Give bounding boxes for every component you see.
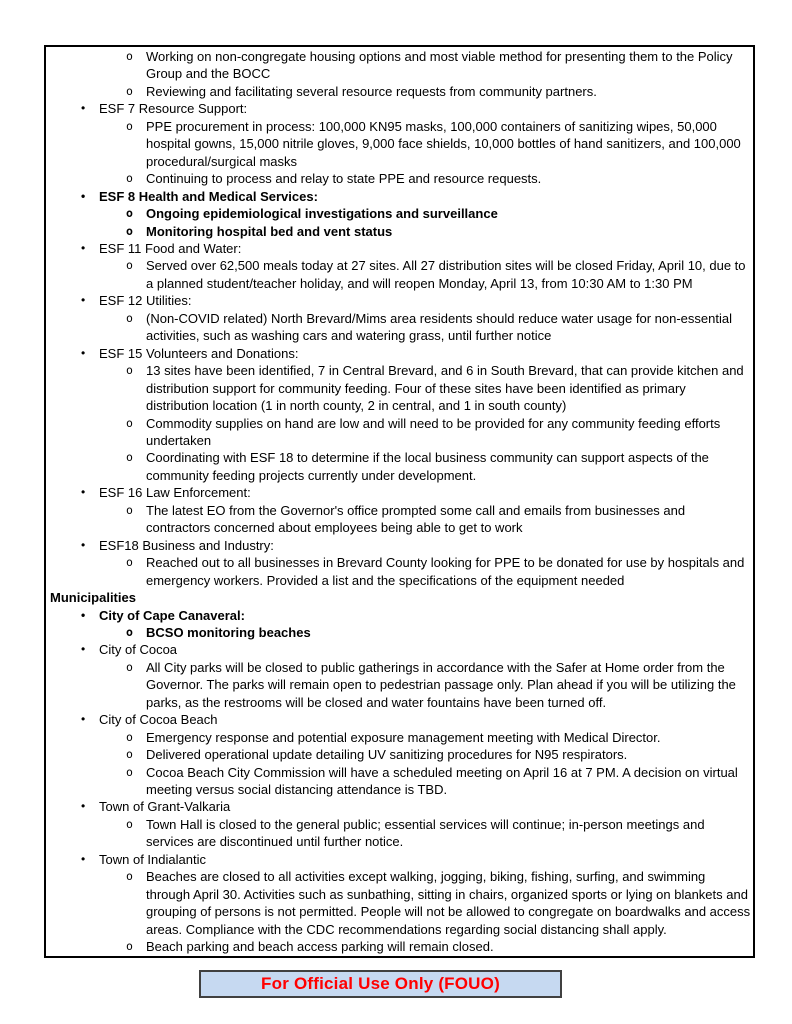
- bullet-circle-icon: o: [126, 49, 133, 63]
- list-item: [50, 170, 751, 187]
- list-item-text: City of Cocoa: [99, 642, 178, 658]
- list-item: [50, 798, 751, 815]
- list-item-text: Delivered operational update detailing UV sanitizing procedures for N95 respirators.: [146, 747, 628, 763]
- list-item-text: ESF 16 Law Enforcement:: [99, 485, 251, 501]
- situation-report-content-box: [44, 45, 755, 958]
- list-item: [50, 100, 751, 117]
- list-item-text: Continuing to process and relay to state PPE and resource requests.: [146, 171, 542, 187]
- list-item: [50, 659, 751, 711]
- list-item-text: All City parks will be closed to public gatherings in accordance with the Safer at Home order from the Governor. The parks will remain open to pedestrian passage only. Plan ahead if you will be utilizing the parks, as the restrooms will be closed and water fountains have been turned off.: [146, 659, 736, 710]
- list-item-text: BCSO monitoring beaches: [146, 624, 311, 640]
- bullet-dot-icon: •: [81, 642, 86, 657]
- list-item-text: ESF 8 Health and Medical Services:: [99, 188, 318, 204]
- list-item: [50, 816, 751, 851]
- bullet-circle-icon: o: [126, 816, 133, 831]
- bullet-circle-icon: o: [126, 450, 133, 465]
- list-item-text: 13 sites have been identified, 7 in Central Brevard, and 6 in South Brevard, that can provide kitchen and distribution support for community feeding. Four of these sites have been identified as primary distribution location (1 in north county, 2 in central, and 1 in south county): [146, 363, 744, 414]
- list-item: [50, 484, 751, 501]
- list-item: [50, 764, 751, 799]
- list-item: [50, 118, 751, 170]
- list-item-text: Reviewing and facilitating several resource requests from community partners.: [146, 83, 597, 99]
- bullet-circle-icon: o: [126, 764, 133, 779]
- list-item-text: Town of Grant-Valkaria: [99, 799, 231, 815]
- list-item: [50, 188, 751, 205]
- list-item-text: Emergency response and potential exposure management meeting with Medical Director.: [146, 729, 661, 745]
- list-item: [50, 48, 751, 83]
- fouo-label: For Official Use Only (FOUO): [261, 974, 500, 993]
- list-item-text: Municipalities: [50, 590, 136, 606]
- list-item: [50, 746, 751, 763]
- bullet-circle-icon: o: [126, 310, 133, 325]
- list-item: [50, 868, 751, 938]
- bullet-dot-icon: •: [81, 188, 86, 203]
- bullet-circle-icon: o: [126, 223, 133, 238]
- list-item-text: Commodity supplies on hand are low and will need to be provided for any community feeding efforts undertaken: [146, 415, 721, 448]
- list-item: [50, 310, 751, 345]
- bullet-dot-icon: •: [81, 345, 86, 360]
- fouo-banner: [199, 970, 562, 998]
- list-item: [50, 938, 751, 955]
- list-item-text: ESF 7 Resource Support:: [99, 101, 248, 117]
- bullet-circle-icon: o: [126, 118, 133, 133]
- list-item: [50, 83, 751, 100]
- list-item: [50, 345, 751, 362]
- list-item-text: Cocoa Beach City Commission will have a scheduled meeting on April 16 at 7 PM. A decision on virtual meeting versus social distancing attendance is TBD.: [146, 764, 738, 798]
- list-item-text: ESF 12 Utilities:: [99, 293, 192, 309]
- bullet-circle-icon: o: [126, 415, 133, 430]
- list-item-text: Working on non-congregate housing options and most viable method for presenting them to the Policy Group and the BOCC: [146, 49, 733, 82]
- list-item-text: Coordinating with ESF 18 to determine if the local business community can support aspects of the community feeding projects currently under development.: [146, 450, 709, 483]
- list-item-text: City of Cape Canaveral:: [99, 607, 245, 623]
- list-item-text: ESF18 Business and Industry:: [99, 537, 274, 553]
- list-item: [50, 502, 751, 537]
- list-item: [50, 257, 751, 292]
- bullet-dot-icon: •: [81, 851, 86, 866]
- bullet-dot-icon: •: [81, 537, 86, 552]
- bullet-circle-icon: o: [126, 624, 133, 639]
- list-item-text: Reached out to all businesses in Brevard County looking for PPE to be donated for use by hospitals and emergency workers. Provided a list and the specifications of the equipment needed: [146, 555, 745, 588]
- list-item-text: Beach parking and beach access parking will remain closed.: [146, 939, 494, 955]
- bullet-circle-icon: o: [126, 83, 133, 98]
- list-item: [50, 449, 751, 484]
- bullet-circle-icon: o: [126, 659, 133, 674]
- list-item: [50, 362, 751, 414]
- list-item: [50, 624, 751, 641]
- bullet-circle-icon: o: [126, 729, 133, 744]
- bullet-dot-icon: •: [81, 293, 86, 308]
- list-item-text: Town of Indialantic: [99, 851, 206, 867]
- bullet-circle-icon: o: [126, 939, 133, 954]
- list-item-text: Ongoing epidemiological investigations and surveillance: [146, 206, 498, 222]
- list-item: [50, 205, 751, 222]
- list-item-text: (Non-COVID related) North Brevard/Mims area residents should reduce water usage for non-essential activities, such as washing cars and watering grass, until further notice: [146, 310, 732, 344]
- list-item: [50, 415, 751, 450]
- bullet-circle-icon: o: [126, 258, 133, 273]
- bullet-dot-icon: •: [81, 240, 86, 255]
- list-item-text: Served over 62,500 meals today at 27 sites. All 27 distribution sites will be closed Friday, April 10, due to a planned student/teacher holiday, and will reopen Monday, April 13, from 10:30 AM to 1:30 PM: [146, 258, 746, 291]
- list-item: [50, 537, 751, 554]
- list-item-text: ESF 15 Volunteers and Donations:: [99, 345, 299, 361]
- bullet-dot-icon: •: [81, 712, 86, 727]
- bullet-dot-icon: •: [81, 799, 86, 814]
- bullet-dot-icon: •: [81, 607, 86, 622]
- bullet-circle-icon: o: [126, 747, 133, 762]
- list-item: [50, 711, 751, 728]
- list-item-text: Beaches are closed to all activities except walking, jogging, biking, fishing, surfing, and swimming through April 30. Activities such as sunbathing, sitting in chairs, organized sports or lying on blankets and grouping of persons is not permitted. People will not be allowed to congregate on boardwalks and access areas. Compliance with the CDC recommendations regarding social distancing shall apply.: [146, 869, 751, 937]
- list-item-text: Town Hall is closed to the general public; essential services will continue; in-person meetings and services are discontinued until further notice.: [146, 816, 705, 850]
- list-item: [50, 641, 751, 658]
- list-item: [50, 607, 751, 624]
- list-item-text: Monitoring hospital bed and vent status: [146, 223, 393, 239]
- list-item: [50, 240, 751, 257]
- bullet-dot-icon: •: [81, 485, 86, 500]
- list-item: [50, 223, 751, 240]
- bullet-dot-icon: •: [81, 101, 86, 116]
- bullet-circle-icon: o: [126, 206, 133, 221]
- list-item-text: ESF 11 Food and Water:: [99, 240, 242, 256]
- bullet-circle-icon: o: [126, 502, 133, 517]
- list-item: [50, 589, 751, 606]
- list-item-text: City of Cocoa Beach: [99, 712, 218, 728]
- bullet-circle-icon: o: [126, 555, 133, 570]
- list-item: [50, 729, 751, 746]
- list-item-text: PPE procurement in process: 100,000 KN95 masks, 100,000 containers of sanitizing wipes, 50,000 hospital gowns, 15,000 nitrile gloves, 9,000 face shields, 10,000 bottles of hand sanitizers, and 100,000 procedural/surgical masks: [146, 118, 741, 169]
- bullet-circle-icon: o: [126, 171, 133, 186]
- bulleted-list: [50, 48, 751, 956]
- list-item: [50, 554, 751, 589]
- list-item: [50, 292, 751, 309]
- list-item: [50, 851, 751, 868]
- bullet-circle-icon: o: [126, 363, 133, 378]
- list-item-text: The latest EO from the Governor's office prompted some call and emails from businesses and contractors concerned about employees being able to get to work: [146, 502, 686, 536]
- bullet-circle-icon: o: [126, 869, 133, 884]
